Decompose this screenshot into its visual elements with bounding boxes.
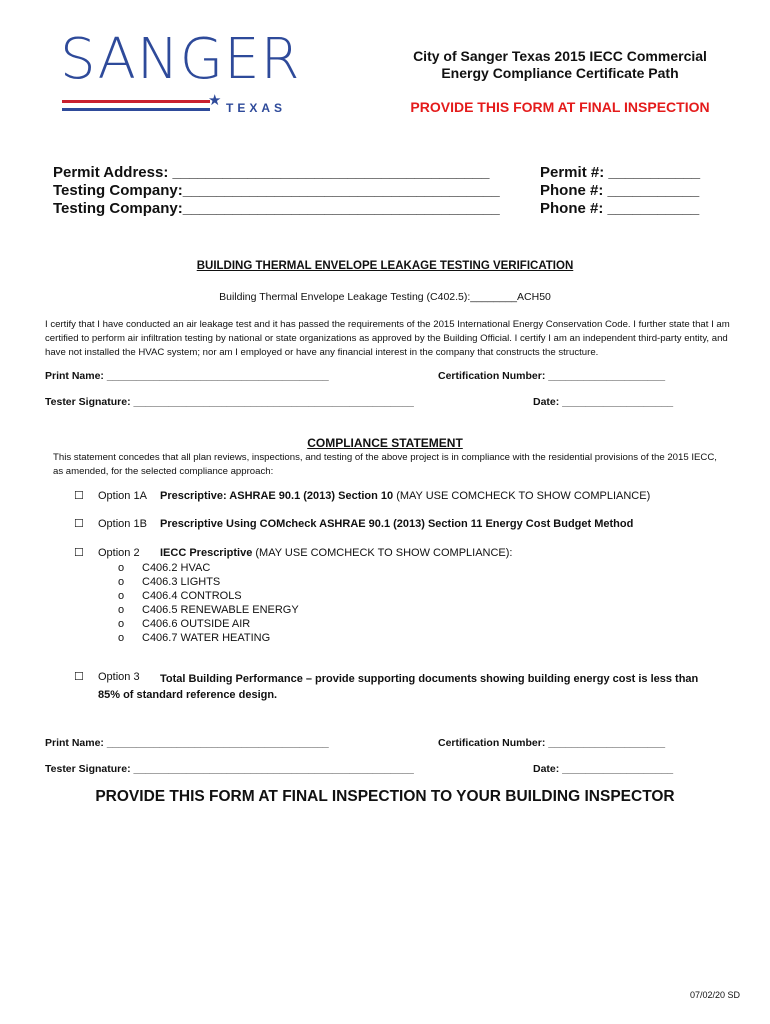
header-notice: PROVIDE THIS FORM AT FINAL INSPECTION — [410, 99, 710, 115]
footer-notice: PROVIDE THIS FORM AT FINAL INSPECTION TO YOUR BUILDING INSPECTOR — [95, 788, 675, 805]
certify-paragraph: I certify that I have conducted an air leakage test and it has passed the requirements of the 2015 International Energy Conservation Code. I further state that I am certified to perform air infiltration testing by national or state organizations as approved by the Building Official. I certify I am an independent third-party entity, and have not installed the HVAC system; nor am I employed or have any financial interest in the company that constructs the structure. — [45, 319, 730, 358]
permit-number-field[interactable]: Permit #: ___________ — [540, 164, 701, 181]
sub-item: o C406.6 OUTSIDE AIR — [118, 618, 251, 630]
date-field-1[interactable]: Date: ___________________ — [533, 396, 674, 408]
sub-item: o C406.4 CONTROLS — [118, 590, 242, 602]
logo-red-rule — [62, 100, 210, 103]
phone-field-2[interactable]: Phone #: ___________ — [540, 200, 700, 217]
option-1b-text: Prescriptive Using COMcheck ASHRAE 90.1 (2013) Section 11 Energy Cost Budget Method — [160, 518, 634, 530]
certification-number-field-1[interactable]: Certification Number: ____________________ — [438, 370, 666, 382]
phone-field-1[interactable]: Phone #: ___________ — [540, 182, 700, 199]
form-revision-code: 07/02/20 SD — [690, 990, 741, 1000]
testing-company-field-2[interactable]: Testing Company:______________________________________ — [53, 200, 500, 217]
option-1a-label: Option 1A — [98, 490, 147, 502]
compliance-statement: This statement concedes that all plan reviews, inspections, and testing of the above project is in compliance with the residential provisions of the 2015 IECC, as amended, for the selected compliance approach: — [53, 452, 717, 477]
form-title-line1: City of Sanger Texas 2015 IECC Commercial — [413, 48, 707, 64]
form-title-line2: Energy Compliance Certificate Path — [441, 65, 679, 81]
certification-number-field-2[interactable]: Certification Number: ____________________ — [438, 737, 666, 749]
option-1b-label: Option 1B — [98, 518, 147, 530]
sub-item: o C406.5 RENEWABLE ENERGY — [118, 604, 299, 616]
option-2-text: IECC Prescriptive (MAY USE COMCHECK TO SHOW COMPLIANCE): — [160, 547, 513, 559]
sub-item: o C406.7 WATER HEATING — [118, 632, 271, 644]
leakage-heading: BUILDING THERMAL ENVELOPE LEAKAGE TESTING VERIFICATION — [196, 260, 574, 272]
option-1a-checkbox[interactable]: ☐ — [74, 490, 84, 502]
print-name-field-2[interactable]: Print Name: ______________________________________ — [45, 737, 329, 749]
logo-wordmark: SANGER — [60, 27, 301, 92]
sub-item: o C406.3 LIGHTS — [118, 576, 221, 588]
date-field-2[interactable]: Date: ___________________ — [533, 763, 674, 775]
option-3-checkbox[interactable]: ☐ — [74, 671, 84, 683]
tester-signature-field-2[interactable]: Tester Signature: ________________________________________________ — [45, 763, 414, 775]
tester-signature-field-1[interactable]: Tester Signature: ________________________________________________ — [45, 396, 414, 408]
leakage-test-line[interactable]: Building Thermal Envelope Leakage Testing (C402.5):________ACH50 — [219, 291, 551, 303]
testing-company-field-1[interactable]: Testing Company:______________________________________ — [53, 182, 500, 199]
sub-item: o C406.2 HVAC — [118, 562, 211, 574]
option-1b-checkbox[interactable]: ☐ — [74, 518, 84, 530]
star-icon: ★ — [208, 92, 222, 109]
logo-state: TEXAS — [226, 101, 287, 115]
option-2-label: Option 2 — [98, 547, 140, 559]
option-1a-text: Prescriptive: ASHRAE 90.1 (2013) Section 10 (MAY USE COMCHECK TO SHOW COMPLIANCE) — [160, 490, 651, 502]
option-3-text: Total Building Performance – provide supporting documents showing building energy cost is less than 85% of standard reference design. — [98, 673, 699, 701]
logo-blue-rule — [62, 108, 210, 111]
compliance-heading: COMPLIANCE STATEMENT — [307, 436, 463, 450]
option-2-checkbox[interactable]: ☐ — [74, 547, 84, 559]
print-name-field-1[interactable]: Print Name: ______________________________________ — [45, 370, 329, 382]
permit-address-field[interactable]: Permit Address: ______________________________________ — [53, 164, 490, 181]
option-3-label: Option 3 — [98, 671, 140, 683]
